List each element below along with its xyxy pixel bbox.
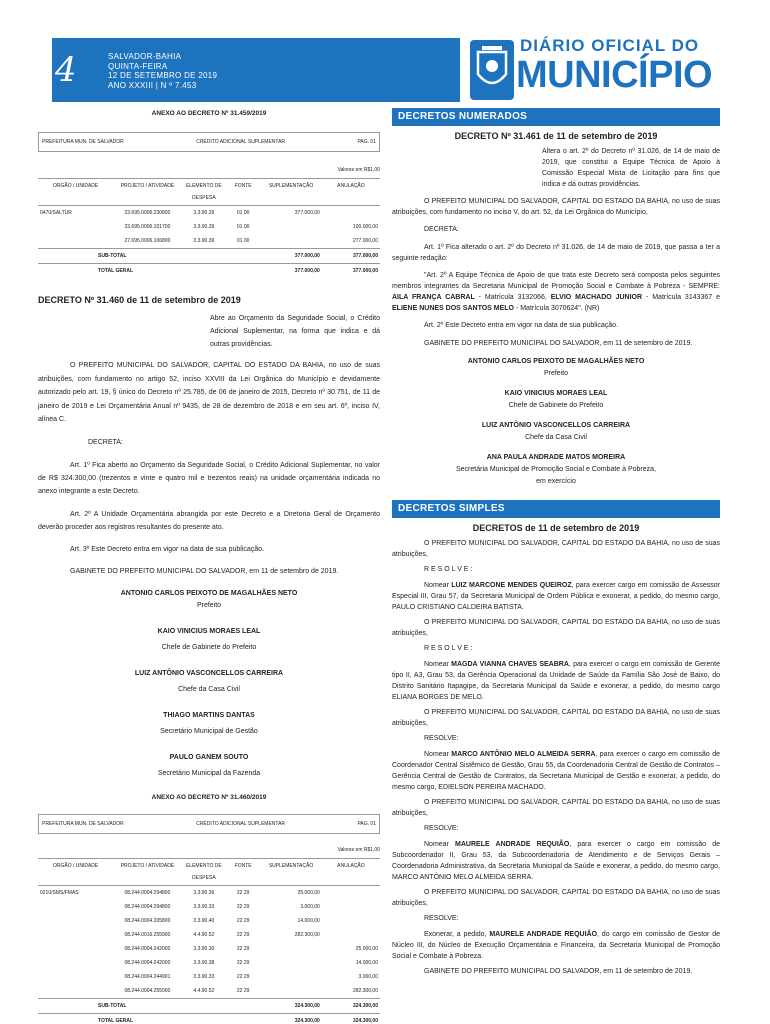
signature-block xyxy=(38,588,380,612)
decree-31460-gabinete: GABINETE DO PREFEITO MUNICIPAL DO SALVADOR, em 11 de setembro de 2019. xyxy=(70,567,339,575)
table-cell: 3.3.90.38 xyxy=(193,959,215,966)
table-cell: 01 00 xyxy=(226,206,260,221)
signature-role: Secretário Municipal de Gestão xyxy=(160,727,258,735)
table-cell: 3.000,00 xyxy=(358,973,378,980)
decree-31460-decreta: DECRETA: xyxy=(88,438,123,446)
table-cell xyxy=(322,206,380,221)
signature-block xyxy=(392,420,720,444)
table-cell: 0210/SMS/FMAS xyxy=(38,885,113,900)
signature-block xyxy=(38,626,380,654)
signature-role: Chefe de Gabinete do Prefeito xyxy=(508,402,604,409)
total-label: TOTAL GERAL xyxy=(38,264,260,279)
table-cell xyxy=(38,928,113,942)
block-body: , para exercer o cargo em comissão de Subcoordenador II, Grau 53, da Subcoordenadoria de Atendimento e de Serviços Gerais – Coordenadoria Administrativa, da Secretaria Municipal da Saúde e exonerar, a pedido, do mesmo cargo, MARCO ANTÔNIO MELO ALMEIDA SERRA. xyxy=(392,841,720,881)
table-row xyxy=(38,914,380,928)
subtotal-label: SUB-TOTAL xyxy=(38,998,260,1013)
block-intro: O PREFEITO MUNICIPAL DO SALVADOR, CAPITAL DO ESTADO DA BAHIA, no uso de suas atribuições, xyxy=(392,619,720,637)
decree-31460-art3: Art. 3º Este Decreto entra em vigor na data de sua publicação. xyxy=(70,545,264,553)
edition-number: ANO XXXIII | N º 7.453 xyxy=(108,80,197,90)
simples-gabinete: GABINETE DO PREFEITO MUNICIPAL DO SALVADOR, em 11 de setembro de 2019. xyxy=(424,968,693,975)
block-text xyxy=(392,749,720,793)
block-text xyxy=(392,839,720,883)
simples-block xyxy=(392,707,720,793)
table-cell: 08.244.0004.244901 xyxy=(124,973,171,980)
table-cell: 282.300,00 xyxy=(294,931,320,938)
table-cell xyxy=(322,928,380,942)
table-row xyxy=(38,900,380,914)
signature-block xyxy=(392,356,720,380)
left-column xyxy=(38,104,380,1024)
total-supl: 324.300,00 xyxy=(260,1013,322,1024)
table-cell: 3.3.90.33 xyxy=(193,973,215,980)
signature-block xyxy=(38,752,380,780)
table-1-type: CRÉDITO ADICIONAL SUPLEMENTAR xyxy=(196,139,286,145)
signature-name: ANTONIO CARLOS PEIXOTO DE MAGALHÃES NETO xyxy=(120,589,298,597)
table-cell xyxy=(260,984,322,999)
signature-role: Chefe de Gabinete do Prefeito xyxy=(161,643,257,651)
total-anul: 324.300,00 xyxy=(322,1013,380,1024)
table-cell: 22 29 xyxy=(226,885,260,900)
decree-31461-decreta: DECRETA: xyxy=(424,226,459,233)
budget-table-1 xyxy=(38,132,380,278)
simples-block xyxy=(392,887,720,962)
table-cell xyxy=(38,900,113,914)
simples-block xyxy=(392,538,720,613)
table-row xyxy=(38,984,380,999)
table-2-type: CRÉDITO ADICIONAL SUPLEMENTAR xyxy=(196,820,286,827)
block-verb: Nomear xyxy=(424,751,452,758)
table-cell xyxy=(38,234,113,249)
table-cell: 4.4.90.52 xyxy=(193,987,215,994)
block-resolve: R E S O L V E : xyxy=(424,566,473,573)
signature-name: KAIO VINICIUS MORAES LEAL xyxy=(157,627,261,635)
table-cell xyxy=(260,220,322,234)
table-cell: 23.695.0006.230800 xyxy=(113,206,181,221)
anexo-2-title: ANEXO AO DECRETO Nº 31.460/2019 xyxy=(151,793,267,801)
block-body: , do cargo em comissão de Gestor de Núcleo III, do Núcleo de Execução Orçamentária e Financeira, da Secretaria Municipal de Promoção Social e Combate à Pobreza. xyxy=(392,931,720,960)
col-header: ELEMENTO DE DESPESA xyxy=(185,862,222,881)
subtotal-row xyxy=(38,998,380,1013)
block-resolve: RESOLVE: xyxy=(424,825,459,832)
section-bar-decretos-numerados: DECRETOS NUMERADOS xyxy=(392,108,720,126)
table-cell: 4.4.90.52 xyxy=(193,931,215,938)
city-coat-of-arms-icon xyxy=(470,40,514,100)
col-header: FONTE xyxy=(234,183,252,189)
col-header: ANULAÇÃO xyxy=(337,862,365,869)
decree-31461-ementa: Altera o art. 2º do Decreto nº 31.026, de 14 de maio de 2019, que constitui a Equipe Técnica de Apoio à Comissão Especial Mista de Licitação para fins que indica e dá outras providências. xyxy=(542,148,720,188)
table-cell: 25.000,00 xyxy=(355,945,378,952)
table-cell: 22 29 xyxy=(236,903,250,910)
signature-name: KAIO VINICIUS MORAES LEAL xyxy=(504,390,608,397)
total-supl: 377.000,00 xyxy=(260,264,322,279)
quote-member-name: ELVIO MACHADO JUNIOR xyxy=(550,294,643,301)
block-resolve: RESOLVE: xyxy=(424,915,459,922)
block-body: , para exercer o cargo em comissão de Gerente tipo II, A3, Grau 53, da Gerência Operacional da Unidade de Saúde da Família São José de Baixo, do Distrito Sanitário Itapagipe, da Secretaria Municipal da Saúde e exonerar, a pedido, do mesmo cargo ELIANA BORGES DE MELO. xyxy=(392,661,720,701)
signature-role: Secretária Municipal de Promoção Social e Combate à Pobreza, em exercício xyxy=(456,466,656,485)
col-header: PROJETO / ATIVIDADE xyxy=(120,862,175,869)
table-cell xyxy=(38,970,113,984)
decree-31461-title: DECRETO Nº 31.461 de 11 de setembro de 2019 xyxy=(454,131,658,141)
section-bar-decretos-simples: DECRETOS SIMPLES xyxy=(392,500,720,518)
signature-role: Prefeito xyxy=(543,370,569,377)
table-cell: 22 29 xyxy=(236,945,250,952)
page-number: 4 xyxy=(55,50,77,90)
block-intro: O PREFEITO MUNICIPAL DO SALVADOR, CAPITAL DO ESTADO DA BAHIA, no uso de suas atribuições, xyxy=(392,540,720,558)
col-header: SUPLEMENTAÇÃO xyxy=(268,862,314,869)
title-main: MUNICÍPIO xyxy=(516,54,713,96)
budget-table-2 xyxy=(38,814,380,1024)
table-cell xyxy=(260,970,322,984)
signature-name: LUIZ ANTÔNIO VASCONCELLOS CARREIRA xyxy=(481,422,631,429)
total-label: TOTAL GERAL xyxy=(38,1013,260,1024)
table-cell xyxy=(38,914,113,928)
quote-text: - Matrícula 3132066, xyxy=(474,294,551,301)
total-row xyxy=(38,264,380,279)
signature-name: ANTONIO CARLOS PEIXOTO DE MAGALHÃES NETO xyxy=(467,358,645,365)
table-2-head xyxy=(38,814,380,834)
table-cell: 3.3.90.39 xyxy=(193,224,215,230)
block-text xyxy=(392,580,720,613)
decree-31460-title: DECRETO Nº 31.460 de 11 de setembro de 2019 xyxy=(38,295,241,305)
table-cell: 23.695.0006.101700 xyxy=(124,224,171,230)
edition-info xyxy=(108,52,217,90)
quote-text: - Matrícula 3143367 e xyxy=(642,294,720,301)
col-header: ORGÃO / UNIDADE xyxy=(52,183,99,189)
table-cell xyxy=(260,956,322,970)
col-header: SUPLEMENTAÇÃO xyxy=(268,183,314,189)
table-row xyxy=(38,928,380,942)
table-cell: 22 29 xyxy=(236,973,250,980)
table-row xyxy=(38,956,380,970)
table-cell xyxy=(38,942,113,956)
table-cell: 08.244.0004.205800 xyxy=(124,917,171,924)
table-cell: 3.3.90.39 xyxy=(193,238,215,244)
signature-name: THIAGO MARTINS DANTAS xyxy=(163,711,255,719)
table-cell: 3.3.90.30 xyxy=(193,945,215,952)
table-cell xyxy=(38,956,113,970)
table-cell: 08.244.0016.255900 xyxy=(124,931,171,938)
table-cell: 3.000,00 xyxy=(300,903,320,910)
anexo-1-title: ANEXO AO DECRETO Nº 31.459/2019 xyxy=(151,110,267,117)
subtotal-anul: 377.000,00 xyxy=(322,249,380,264)
signature-block xyxy=(38,710,380,738)
table-1-head xyxy=(38,132,380,152)
signature-role: Secretário Municipal da Fazenda xyxy=(157,769,261,777)
block-verb: Exonerar, a pedido, xyxy=(424,931,490,938)
subtotal-row xyxy=(38,249,380,264)
signature-name: ANA PAULA ANDRADE MATOS MOREIRA xyxy=(486,454,626,461)
decree-31461-gabinete: GABINETE DO PREFEITO MUNICIPAL DO SALVADOR, em 11 de setembro de 2019. xyxy=(424,340,693,347)
table-cell: 08.244.0004.294800 xyxy=(113,885,181,900)
col-header: ORGÃO / UNIDADE xyxy=(52,862,99,869)
signature-role: Prefeito xyxy=(196,601,222,609)
block-intro: O PREFEITO MUNICIPAL DO SALVADOR, CAPITAL DO ESTADO DA BAHIA, no uso de suas atribuições, xyxy=(392,709,720,727)
table-cell: 08.244.0004.242000 xyxy=(124,945,171,952)
decree-31461-art2: Art. 2º Este Decreto entra em vigor na data de sua publicação. xyxy=(424,322,618,329)
table-cell: 3.3.90.39 xyxy=(182,206,226,221)
table-cell: 282.300,00 xyxy=(352,987,378,994)
table-cell xyxy=(38,984,113,999)
signature-role: Chefe da Casa Civil xyxy=(525,434,587,441)
table-cell: 25.000,00 xyxy=(260,885,322,900)
decree-31460-preamble: O PREFEITO MUNICIPAL DO SALVADOR, CAPITAL DO ESTADO DA BAHIA, no uso de suas atribuições, com fundamento no artigo 52, inciso XXVIII da Lei Orgânica do Município e devidamente autorizado pelo art. 19, § único do Decreto nº 25.785, de 06 de janeiro de 2015, Decreto nº 30.751, de 11 de janeiro de 2019 e Lei Orçamentária Anual nº 9435, de 28 de dezembro de 2018 e em seu art. 6º, inciso IV, alínea C. xyxy=(38,362,380,423)
table-cell: 27.695.0006.106800 xyxy=(124,238,171,244)
block-verb: Nomear xyxy=(424,582,452,589)
block-body: , para exercer o cargo em comissão de Coordenador Central Sistêmico de Gestão, Grau 55, da Coordenadoria Central de Gestão de Contratos – Gerência Central de Gestão de Contratos, da Secretaria Municipal de Gestão e exonerar, a pedido, do mesmo cargo, EDIELSON PEREIRA MACHADO. xyxy=(392,751,720,791)
col-header: ELEMENTO DE DESPESA xyxy=(185,183,222,201)
block-resolve: R E S O L V E : xyxy=(424,645,473,652)
total-row xyxy=(38,1013,380,1024)
block-body: , para exercer cargo em comissão de Assessor Especial III, Grau 57, da Secretaria Municipal de Ordem Pública e exonerar, a pedido, do mesmo cargo, PAULO CRISTIANO CALDEIRA BATISTA. xyxy=(392,582,721,611)
table-cell: 377.000,00 xyxy=(260,206,322,221)
table-row xyxy=(38,206,380,221)
title-top: DIÁRIO OFICIAL DO xyxy=(520,36,700,55)
edition-date: 12 DE SETEMBRO DE 2019 xyxy=(108,71,218,80)
table-cell: 14.000,00 xyxy=(355,959,378,966)
edition-city: SALVADOR-BAHIA xyxy=(108,52,182,61)
block-text xyxy=(392,659,720,703)
signature-block xyxy=(392,452,720,488)
table-cell xyxy=(322,914,380,928)
page-header xyxy=(0,0,770,102)
table-cell xyxy=(322,900,380,914)
quote-member-name: ELIENE NUNES DOS SANTOS MELO xyxy=(392,305,514,312)
table-cell: 3.3.90.36 xyxy=(182,885,226,900)
simples-title: DECRETOS de 11 de setembro de 2019 xyxy=(472,523,640,533)
table-cell: 22 29 xyxy=(236,959,250,966)
quote-member-name: AILA FRANÇA CABRAL xyxy=(392,294,475,301)
table-cell: 08.244.0004.294800 xyxy=(124,903,171,910)
subtotal-supl: 377.000,00 xyxy=(260,249,322,264)
table-row xyxy=(38,942,380,956)
table-cell: 22 29 xyxy=(236,987,250,994)
table-2-page: PAG. 01 xyxy=(357,820,376,827)
block-person-name: MAURELE ANDRADE REQUIÃO xyxy=(455,841,570,848)
table-2-header-row xyxy=(38,859,380,886)
block-person-name: MAGDA VIANNA CHAVES SEABRA xyxy=(451,661,569,668)
decree-31460-ementa: Abre ao Orçamento da Seguridade Social, o Crédito Adicional Suplementar, na forma que indica e dá outras providências. xyxy=(210,315,380,348)
subtotal-anul: 324.300,00 xyxy=(322,998,380,1013)
table-cell: 01 00 xyxy=(236,238,250,244)
table-cell: 14.000,00 xyxy=(297,917,320,924)
table-2-unit: Valores em R$1,00 xyxy=(38,842,380,859)
table-cell: 08.244.0004.255000 xyxy=(124,987,171,994)
table-row xyxy=(38,234,380,249)
decree-31460-art2: Art. 2º A Unidade Orçamentária abrangida por este Decreto e a Diretoria Geral de Orçamento deverão proceder aos registros resultantes do presente ato. xyxy=(38,510,380,531)
table-1-header-row xyxy=(38,179,380,206)
block-person-name: LUIZ MARCONE MENDES QUEIROZ xyxy=(451,582,572,589)
col-header: PROJETO / ATIVIDADE xyxy=(120,183,175,189)
table-cell: 277.000,00 xyxy=(352,238,378,244)
table-cell: 100.000,00 xyxy=(352,224,378,230)
table-1-page: PAG. 01 xyxy=(357,139,376,145)
block-person-name: MAURELE ANDRADE REQUIÃO xyxy=(489,931,598,938)
table-1-grid xyxy=(38,179,380,278)
table-row xyxy=(38,885,380,900)
table-2-grid xyxy=(38,859,380,1024)
signature-block xyxy=(38,668,380,696)
table-cell: 22 29 xyxy=(236,917,250,924)
table-1-org: PREFEITURA MUN. DE SALVADOR xyxy=(42,139,124,145)
table-row xyxy=(38,220,380,234)
subtotal-label: SUB-TOTAL xyxy=(38,249,260,264)
simples-block xyxy=(392,617,720,703)
table-cell xyxy=(260,942,322,956)
edition-weekday: QUINTA-FEIRA xyxy=(108,61,168,71)
block-intro: O PREFEITO MUNICIPAL DO SALVADOR, CAPITAL DO ESTADO DA BAHIA, no uso de suas atribuições, xyxy=(392,799,720,817)
table-cell: 3.3.90.33 xyxy=(193,903,215,910)
table-cell: 01 00 xyxy=(236,224,250,230)
signature-role: Chefe da Casa Civil xyxy=(178,685,240,693)
right-column xyxy=(392,104,720,984)
quote-text: "Art. 2º A Equipe Técnica de Apoio de que trata este Decreto será composta pelos seguintes membros integrantes da Secretaria Municipal de Promoção Social e Combate à Pobreza - SEMPRE: xyxy=(392,272,720,290)
table-cell xyxy=(322,885,380,900)
quote-text: - Matrícula 3070624". (NR) xyxy=(514,305,600,312)
table-cell: 3.3.90.40 xyxy=(193,917,215,924)
signature-name: PAULO GANEM SOUTO xyxy=(169,753,249,761)
decree-31461-preamble: O PREFEITO MUNICIPAL DO SALVADOR, CAPITAL DO ESTADO DA BAHIA, no uso de suas atribuições, com fundamento no inciso V, do art. 52, da Lei Orgânica do Município, xyxy=(392,198,720,216)
subtotal-supl: 324.300,00 xyxy=(260,998,322,1013)
table-1-unit: Valores em R$1,00 xyxy=(38,162,380,179)
block-person-name: MARCO ANTÔNIO MELO ALMEIDA SERRA xyxy=(451,751,596,758)
simples-block xyxy=(392,797,720,883)
table-cell: 22 29 xyxy=(236,931,250,938)
table-cell xyxy=(38,220,113,234)
decree-31460-art1: Art. 1º Fica aberto ao Orçamento da Seguridade Social, o Crédito Adicional Suplementar, no valor de R$ 324.300,00 (trezentos e vinte e quatro mil e trezentos reais) na unidade orçamentária indicada no anexo integrante a este Decreto. xyxy=(38,461,380,495)
col-header: ANULAÇÃO xyxy=(337,183,365,189)
block-intro: O PREFEITO MUNICIPAL DO SALVADOR, CAPITAL DO ESTADO DA BAHIA, no uso de suas atribuições, xyxy=(392,889,720,907)
block-verb: Nomear xyxy=(424,661,452,668)
signature-name: LUIZ ANTÔNIO VASCONCELLOS CARREIRA xyxy=(134,669,284,677)
block-resolve: RESOLVE: xyxy=(424,735,459,742)
table-row xyxy=(38,970,380,984)
block-text xyxy=(392,929,720,962)
table-cell: 08.244.0004.242000 xyxy=(124,959,171,966)
decree-31461-quote xyxy=(392,270,720,314)
block-verb: Nomear xyxy=(424,841,456,848)
decree-31461-art1: Art. 1º Fica alterado o art. 2º do Decreto nº 31.026, de 14 de maio de 2019, que passa a ter a seguinte redação: xyxy=(392,244,720,262)
table-2-org: PREFEITURA MUN. DE SALVADOR xyxy=(42,820,124,827)
signature-block xyxy=(392,388,720,412)
total-anul: 377.000,00 xyxy=(322,264,380,279)
col-header: FONTE xyxy=(234,862,252,869)
table-cell: 0470/SALTUR xyxy=(38,206,113,221)
table-cell xyxy=(260,234,322,249)
